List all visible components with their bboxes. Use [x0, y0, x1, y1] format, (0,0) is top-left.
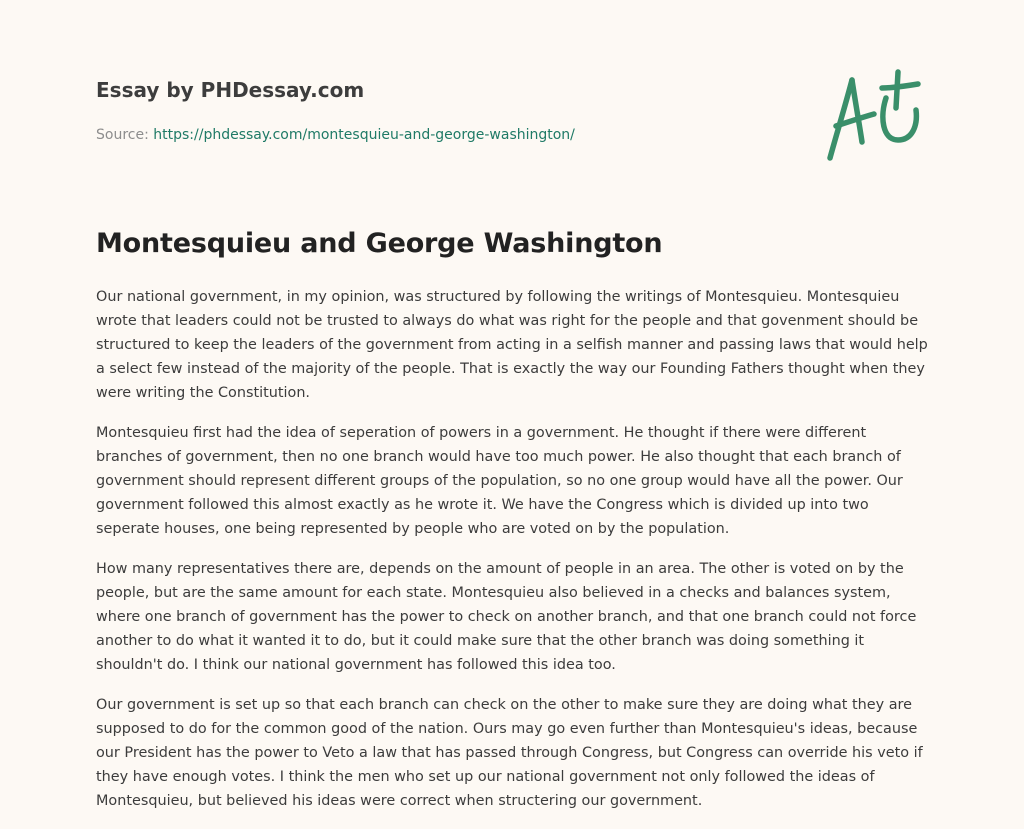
essay-paragraph: Our national government, in my opinion, was structured by following the writings of Montesquieu. Montesquieu wrote that leaders could not be trusted to always do what was right for the people and that govenment should be structured to keep the leaders of the government from acting in a selfish manner and passing laws that would help a select few instead of the majority of the people. That is exactly the way our Founding Fathers thought when they were writing the Constitution. — [96, 289, 928, 401]
site-title: Essay by PHDessay.com — [96, 78, 365, 102]
page-header — [96, 76, 796, 144]
source-line — [96, 126, 796, 144]
essay-paragraph: Montesquieu first had the idea of seperation of powers in a government. He thought if there were different branches of government, then no one branch would have too much power. He also thought that each branch of government should represent different groups of the population, so no one group would have all the power. Our government followed this almost exactly as he wrote it. We have the Congress which is divided up into two seperate houses, one being represented by people who are voted on by the population. — [96, 425, 903, 537]
source-link[interactable]: https://phdessay.com/montesquieu-and-george-washington/ — [153, 127, 575, 143]
source-label: Source: — [96, 127, 154, 143]
essay-paragraph: How many representatives there are, depends on the amount of people in an area. The other is voted on by the people, but are the same amount for each state. Montesquieu also believed in a checks and balances system, where one branch of government has the power to check on another branch, and that one branch could not force another to do what it wanted it to do, but it could make sure that the other branch was doing something it shouldn't do. I think our national government has followed this idea too. — [96, 561, 917, 673]
essay-paragraph: Our government is set up so that each branch can check on the other to make sure they are doing what they are supposed to do for the common good of the nation. Ours may go even further than Montesquieu's ideas, because our President has the power to Veto a law that has passed through Congress, but Congress can override his veto if they have enough votes. I think the men who set up our national government not only followed the ideas of Montesquieu, but believed his ideas were correct when structering our government. — [96, 697, 923, 809]
essay-title: Montesquieu and George Washington — [96, 228, 663, 259]
a-plus-grade-icon — [822, 66, 932, 166]
essay-body — [96, 285, 932, 829]
